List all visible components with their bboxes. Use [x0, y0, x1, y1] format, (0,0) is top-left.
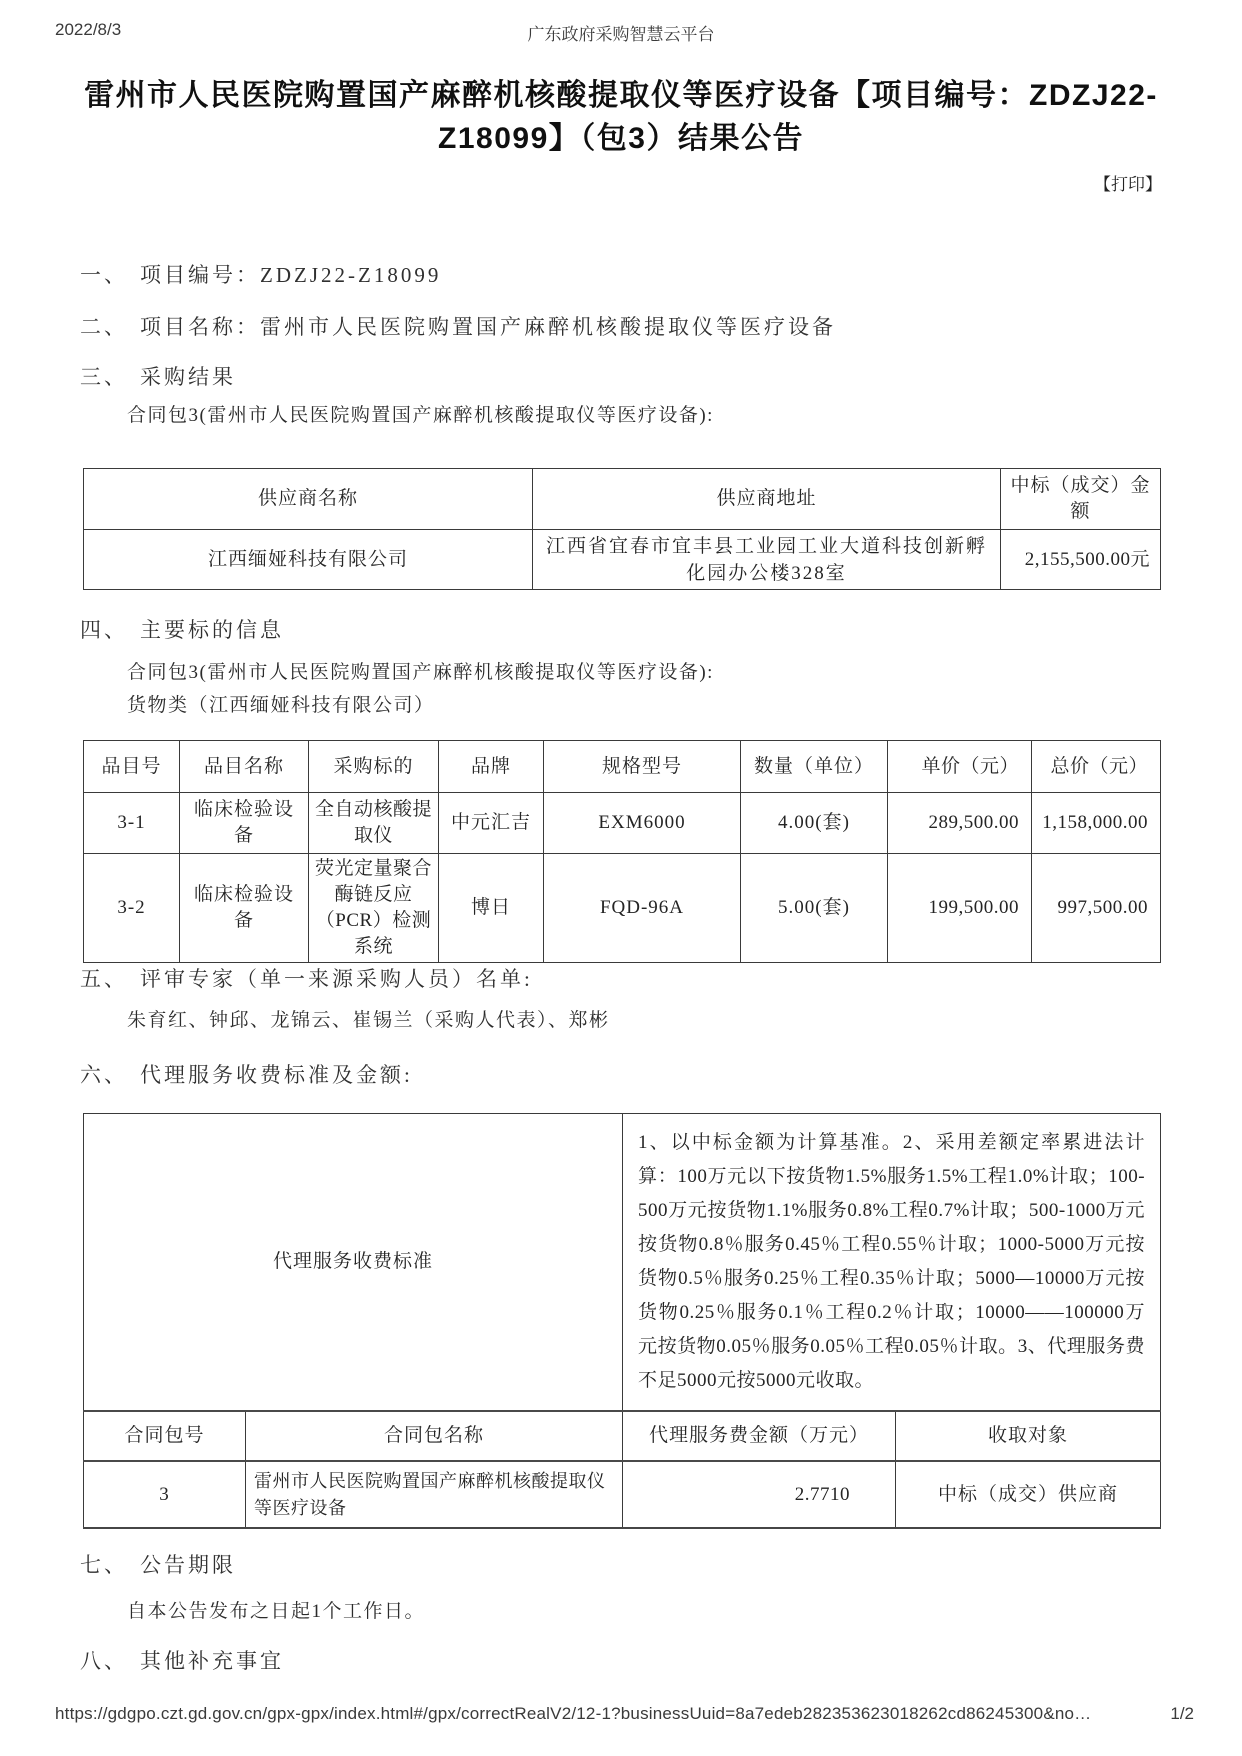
- package-intro: 合同包3(雷州市人民医院购置国产麻醉机核酸提取仪等医疗设备):: [127, 405, 714, 426]
- col-header-payer: 收取对象: [896, 1411, 1161, 1461]
- section-heading-subject-info: [80, 614, 284, 644]
- fee-amount-cell: 2.7710: [623, 1461, 896, 1528]
- subject-cell: 荧光定量聚合酶链反应（PCR）检测系统: [309, 854, 439, 963]
- col-header-subject: 采购标的: [309, 741, 439, 793]
- section-text: 主要标的信息: [140, 618, 284, 642]
- unit-price-cell: 199,500.00: [888, 854, 1032, 963]
- col-header-unit-price: 单价（元）: [888, 741, 1032, 793]
- section-heading-project-number: [80, 259, 441, 289]
- site-name: 广东政府采购智慧云平台: [527, 25, 715, 44]
- col-header-quantity: 数量（单位）: [741, 741, 888, 793]
- item-name-cell: 临床检验设备: [180, 854, 309, 963]
- subject-cell: 全自动核酸提取仪: [309, 793, 439, 854]
- section-heading-announcement-period: [80, 1549, 236, 1579]
- table-header-row: [84, 469, 1161, 530]
- payer-cell: 中标（成交）供应商: [896, 1461, 1161, 1528]
- supplier-name-cell: 江西缅娅科技有限公司: [84, 530, 533, 590]
- fee-standard-text-cell: 1、以中标金额为计算基准。2、采用差额定率累进法计算：100万元以下按货物1.5%服务1.5%工程1.0%计取；100-500万元按货物1.1%服务0.8%工程0.7%计取；500-1000万元按货物0.8％服务0.45％工程0.55％计取；1000-5000万元按货物0.5％服务0.25％工程0.35％计取；5000—10000万元按货物0.25％服务0.1％工程0.2％计取；10000——100000万元按货物0.05％服务0.05％工程0.05％计取。3、代理服务费不足5000元按5000元收取。: [623, 1114, 1161, 1412]
- print-footer: [55, 1704, 1194, 1724]
- section-text: 采购结果: [140, 365, 236, 389]
- table-header-row: [84, 741, 1161, 793]
- table-row: [84, 854, 1161, 963]
- section-number: 八、: [80, 1649, 128, 1673]
- col-header-award-amount: 中标（成交）金额: [1001, 469, 1161, 530]
- package-no-cell: 3: [84, 1461, 246, 1528]
- item-name-cell: 临床检验设备: [180, 793, 309, 854]
- section-number: 五、: [80, 967, 128, 991]
- section-text: 项目编号：ZDZJ22-Z18099: [140, 263, 442, 287]
- package-name-cell: 雷州市人民医院购置国产麻醉机核酸提取仪等医疗设备: [246, 1461, 623, 1528]
- goods-category-line: 货物类（江西缅娅科技有限公司）: [127, 695, 435, 716]
- section-text: 项目名称：雷州市人民医院购置国产麻醉机核酸提取仪等医疗设备: [140, 315, 836, 339]
- total-price-cell: 1,158,000.00: [1032, 793, 1161, 854]
- col-header-item-name: 品目名称: [180, 741, 309, 793]
- section-number: 二、: [80, 315, 128, 339]
- section-number: 七、: [80, 1553, 128, 1577]
- announcement-period-body: 自本公告发布之日起1个工作日。: [127, 1601, 426, 1622]
- section-number: 六、: [80, 1063, 128, 1087]
- award-amount-cell: 2,155,500.00元: [1001, 530, 1161, 590]
- section-heading-agency-fee: [80, 1059, 413, 1089]
- page-indicator: 1/2: [1170, 1704, 1194, 1723]
- table-header-row: [84, 1411, 1161, 1461]
- table-row: [84, 793, 1161, 854]
- col-header-brand: 品牌: [439, 741, 544, 793]
- section-text: 评审专家（单一来源采购人员）名单:: [140, 967, 533, 991]
- expert-names: 朱育红、钟邱、龙锦云、崔锡兰（采购人代表）、郑彬: [127, 1010, 610, 1031]
- section-number: 三、: [80, 365, 128, 389]
- col-header-total-price: 总价（元）: [1032, 741, 1161, 793]
- section-text: 公告期限: [140, 1553, 236, 1577]
- fee-standard-label-cell: 代理服务收费标准: [84, 1114, 623, 1412]
- items-table: [83, 740, 1161, 963]
- col-header-model: 规格型号: [544, 741, 741, 793]
- section-heading-other-matters: [80, 1645, 284, 1675]
- page-title: 雷州市人民医院购置国产麻醉机核酸提取仪等医疗设备【项目编号：ZDZJ22-Z18099】（包3）结果公告: [84, 79, 1158, 155]
- print-date: 2022/8/3: [55, 20, 122, 39]
- supplier-address-cell: 江西省宜春市宜丰县工业园工业大道科技创新孵化园办公楼328室: [533, 530, 1001, 590]
- agency-fee-table: [83, 1113, 1161, 1529]
- col-header-supplier-name: 供应商名称: [84, 469, 533, 530]
- section-text: 代理服务收费标准及金额:: [140, 1063, 413, 1087]
- section-text: 其他补充事宜: [140, 1649, 284, 1673]
- brand-cell: 博日: [439, 854, 544, 963]
- col-header-package-name: 合同包名称: [246, 1411, 623, 1461]
- col-header-supplier-address: 供应商地址: [533, 469, 1001, 530]
- fee-standard-row: [84, 1114, 1161, 1412]
- total-price-cell: 997,500.00: [1032, 854, 1161, 963]
- table-row: [84, 530, 1161, 590]
- quantity-cell: 5.00(套): [741, 854, 888, 963]
- item-no-cell: 3-2: [84, 854, 180, 963]
- section-number: 四、: [80, 618, 128, 642]
- col-header-item-no: 品目号: [84, 741, 180, 793]
- section-heading-project-name: [80, 311, 836, 341]
- section-number: 一、: [80, 263, 128, 287]
- unit-price-cell: 289,500.00: [888, 793, 1032, 854]
- model-cell: EXM6000: [544, 793, 741, 854]
- supplier-table: [83, 468, 1161, 590]
- model-cell: FQD-96A: [544, 854, 741, 963]
- col-header-fee-amount: 代理服务费金额（万元）: [623, 1411, 896, 1461]
- package-intro: 合同包3(雷州市人民医院购置国产麻醉机核酸提取仪等医疗设备):: [127, 662, 714, 683]
- table-row: [84, 1461, 1161, 1528]
- print-button[interactable]: 【打印】: [1094, 175, 1162, 194]
- section-heading-procurement-result: [80, 361, 236, 391]
- item-no-cell: 3-1: [84, 793, 180, 854]
- col-header-package-no: 合同包号: [84, 1411, 246, 1461]
- section-heading-review-experts: [80, 963, 533, 993]
- footer-url: https://gdgpo.czt.gd.gov.cn/gpx-gpx/index.html#/gpx/correctRealV2/12-1?businessUuid=8a7edeb282353623018262cd86245300&no…: [55, 1704, 1092, 1723]
- quantity-cell: 4.00(套): [741, 793, 888, 854]
- brand-cell: 中元汇吉: [439, 793, 544, 854]
